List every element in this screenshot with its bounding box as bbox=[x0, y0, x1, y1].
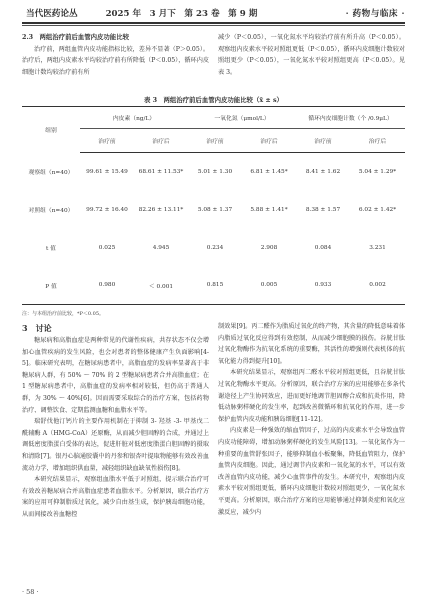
table-cell: 3.231 bbox=[369, 244, 386, 251]
table-note: 注：与本组治疗前比较，*P＜0.05。 bbox=[22, 311, 104, 317]
table-cell: 5.04 ± 1.29* bbox=[358, 168, 397, 175]
running-header bbox=[26, 6, 405, 20]
table-cell: 0.980 bbox=[80, 267, 134, 305]
issue-info: 2025 年 3 月下 第 23 卷 第 9 期 bbox=[105, 9, 258, 19]
col-group-header: 内皮素（ng/L） bbox=[80, 107, 188, 129]
group-header: 组别 bbox=[22, 107, 80, 153]
sub-header: 治疗后 bbox=[242, 129, 296, 153]
paragraph: 瑞舒伐他汀钙片的主要作用机制在于抑制 3- 羟基 -3- 甲基戊二酰辅酶 A（HMG-CoA）还原酶，从而减少胆固醇的合成，并通过上调低密度脂蛋白受体的表达，促进肝脏对低密度脂蛋白胆固醇的摄取和清除[7]。银丹心脑通胶囊中的丹参和银杏叶提取物能够有效改善血流动力学，增加组织供血量，减轻组织缺血缺氧性损伤[8]。 bbox=[22, 418, 209, 472]
table-cell: 68.61 ± 11.53* bbox=[138, 168, 184, 175]
table-cell: 0.084 bbox=[314, 244, 332, 251]
section-heading-2-3: 2.3 两组治疗前后血管内皮功能比较 bbox=[22, 33, 129, 41]
table-cell: 0.025 bbox=[98, 244, 116, 251]
header-rule-thick bbox=[22, 22, 405, 24]
table-cell: 4.945 bbox=[152, 244, 170, 251]
table-row bbox=[22, 229, 405, 267]
table-cell: 2.908 bbox=[260, 244, 278, 251]
table-cell: 99.72 ± 16.40 bbox=[86, 206, 128, 213]
paragraph: 本研究结果显示，观察组丙二醛水平较对照组更低，且谷胱甘肽过氧化物酶水平更高。分析原因，联合治疗方案的应用能够在多条代谢途径上产生协同效应，进而更好地调节胆固醇合成和抗炎作用，降低动脉粥样硬化的发生率，起到改善微循环和抗氧化的作用，进一步保护血管内皮功能和胰岛细胞[11-12]。 bbox=[218, 369, 405, 423]
lower-right-column bbox=[218, 321, 405, 518]
table-cell: 0.005 bbox=[242, 267, 296, 305]
table-caption: 表 3 两组治疗前后血管内皮功能比较（x̄ ± s） bbox=[144, 96, 283, 104]
table-cell: 82.26 ± 13.11* bbox=[138, 206, 184, 213]
page-number: · 58 · bbox=[22, 588, 39, 596]
paragraph: 内皮素是一种强效的缩血管因子，过高的内皮素水平会导致血管内皮功能障碍，增加动脉粥样硬化的发生风险[13]。一氧化氮作为一种重要的血管舒张因子，能够抑制血小板聚集，降低血管阻力，保护血管内皮细胞。因此，通过调节内皮素和一氧化氮的水平，可以有效改善血管内皮功能，减少心血管事件的发生。本研究中，观察组内皮素水平较对照组更低，循环内皮细胞计数较对照组更少，一氧化氮水平更高。分析原因，联合治疗方案的应用能够通过抑制炎症和氧化应激反应，减少内 bbox=[218, 427, 405, 516]
row-label: 观察组（n=40） bbox=[28, 170, 74, 176]
table-row bbox=[22, 191, 405, 229]
sub-header: 治疗前 bbox=[188, 129, 242, 153]
table-cell: ＜ 0.001 bbox=[134, 267, 188, 305]
sub-header: 治疗后 bbox=[134, 129, 188, 153]
sub-header: 治疗后 bbox=[350, 129, 405, 153]
section-label: · 药物与临床 · bbox=[345, 9, 405, 19]
row-label: 对照组（n=40） bbox=[28, 208, 74, 214]
col-group-header: 一氧化氮（μmol/L） bbox=[188, 107, 296, 129]
row-label: t 值 bbox=[46, 246, 56, 252]
table-cell: 0.234 bbox=[206, 244, 224, 251]
row-label: P 值 bbox=[22, 267, 80, 305]
col-group-header: 循环内皮细胞计数（个 /0.9μL） bbox=[296, 107, 405, 129]
table-cell: 6.02 ± 1.42* bbox=[358, 206, 397, 213]
top-left-column bbox=[22, 32, 209, 78]
data-table bbox=[22, 106, 405, 305]
lower-left-column bbox=[22, 321, 209, 521]
table-cell: 0.002 bbox=[350, 267, 405, 305]
paragraph: 治疗前，两组血管内皮功能指标比较，差异不显著（P＞0.05）。治疗后，两组内皮素水平均较治疗前有所降低（P＜0.05），循环内皮细胞计数均较治疗前有所 bbox=[22, 45, 209, 76]
table-cell: 5.01 ± 1.30 bbox=[197, 168, 233, 175]
table-cell: 8.38 ± 1.57 bbox=[305, 206, 341, 213]
table-cell: 0.815 bbox=[188, 267, 242, 305]
top-right-column bbox=[218, 32, 405, 78]
table-cell: 5.88 ± 1.41* bbox=[250, 206, 288, 213]
sub-header: 治疗前 bbox=[296, 129, 350, 153]
paragraph: 糖尿病和高脂血症是两种常见的代谢性疾病，共存状态不仅会增加心血管疾病的发生风险，也会对患者的整体健康产生负面影响[4-5]。临床研究表明，在糖尿病患者中，高脂血症的发病率显著高于非糖尿病人群，有 50% ～ 70% 的 2 型糖尿病患者合并高脂血症；在 1 型糖尿病患者中，高脂血症的发病率相对较低，但仍高于普通人群，为 30% ～ 40%[6]。因而需要采取综合的治疗方案，包括药物治疗、调整饮食、定期监测血糖和血脂水平等。 bbox=[22, 337, 209, 414]
table-cell: 5.08 ± 1.37 bbox=[197, 206, 233, 213]
paragraph: 减少（P＜0.05），一氧化氮水平均较治疗前有所升高（P＜0.05）。观察组内皮素水平较对照组更低（P＜0.05），循环内皮细胞计数较对照组更少（P＜0.05），一氧化氮水平较对照组更高（P＜0.05）。见表 3。 bbox=[218, 34, 405, 76]
table-row bbox=[22, 267, 405, 305]
table-cell: 99.61 ± 15.49 bbox=[86, 168, 128, 175]
header-rule-thin bbox=[22, 25, 405, 26]
table-cell: 6.81 ± 1.45* bbox=[250, 168, 288, 175]
journal-name: 当代医药论丛 bbox=[26, 9, 78, 19]
sub-header: 治疗前 bbox=[80, 129, 134, 153]
table-cell: 8.41 ± 1.62 bbox=[305, 168, 341, 175]
section-heading-discussion: 3 讨论 bbox=[22, 323, 52, 333]
table-row bbox=[22, 153, 405, 191]
paragraph: 本研究结果显示，观察组血脂水平低于对照组，提示联合治疗可有效改善糖尿病合并高脂血症患者血脂水平。分析原因，联合治疗方案的应用可抑制脂质过氧化，减少自由基生成，保护胰岛细胞功能，从而间接改善血糖控 bbox=[22, 476, 209, 518]
table-cell: 0.933 bbox=[296, 267, 350, 305]
paragraph: 制效果[9]。丙二醛作为脂质过氧化的终产物，其含量的降低意味着体内脂质过氧化反应得到有效控制，从而减少细胞膜的损伤。谷胱甘肽过氧化物酶作为抗氧化系统的重要酶，其活性的增强则代表机体的抗氧化能力得到提升[10]。 bbox=[218, 323, 405, 365]
